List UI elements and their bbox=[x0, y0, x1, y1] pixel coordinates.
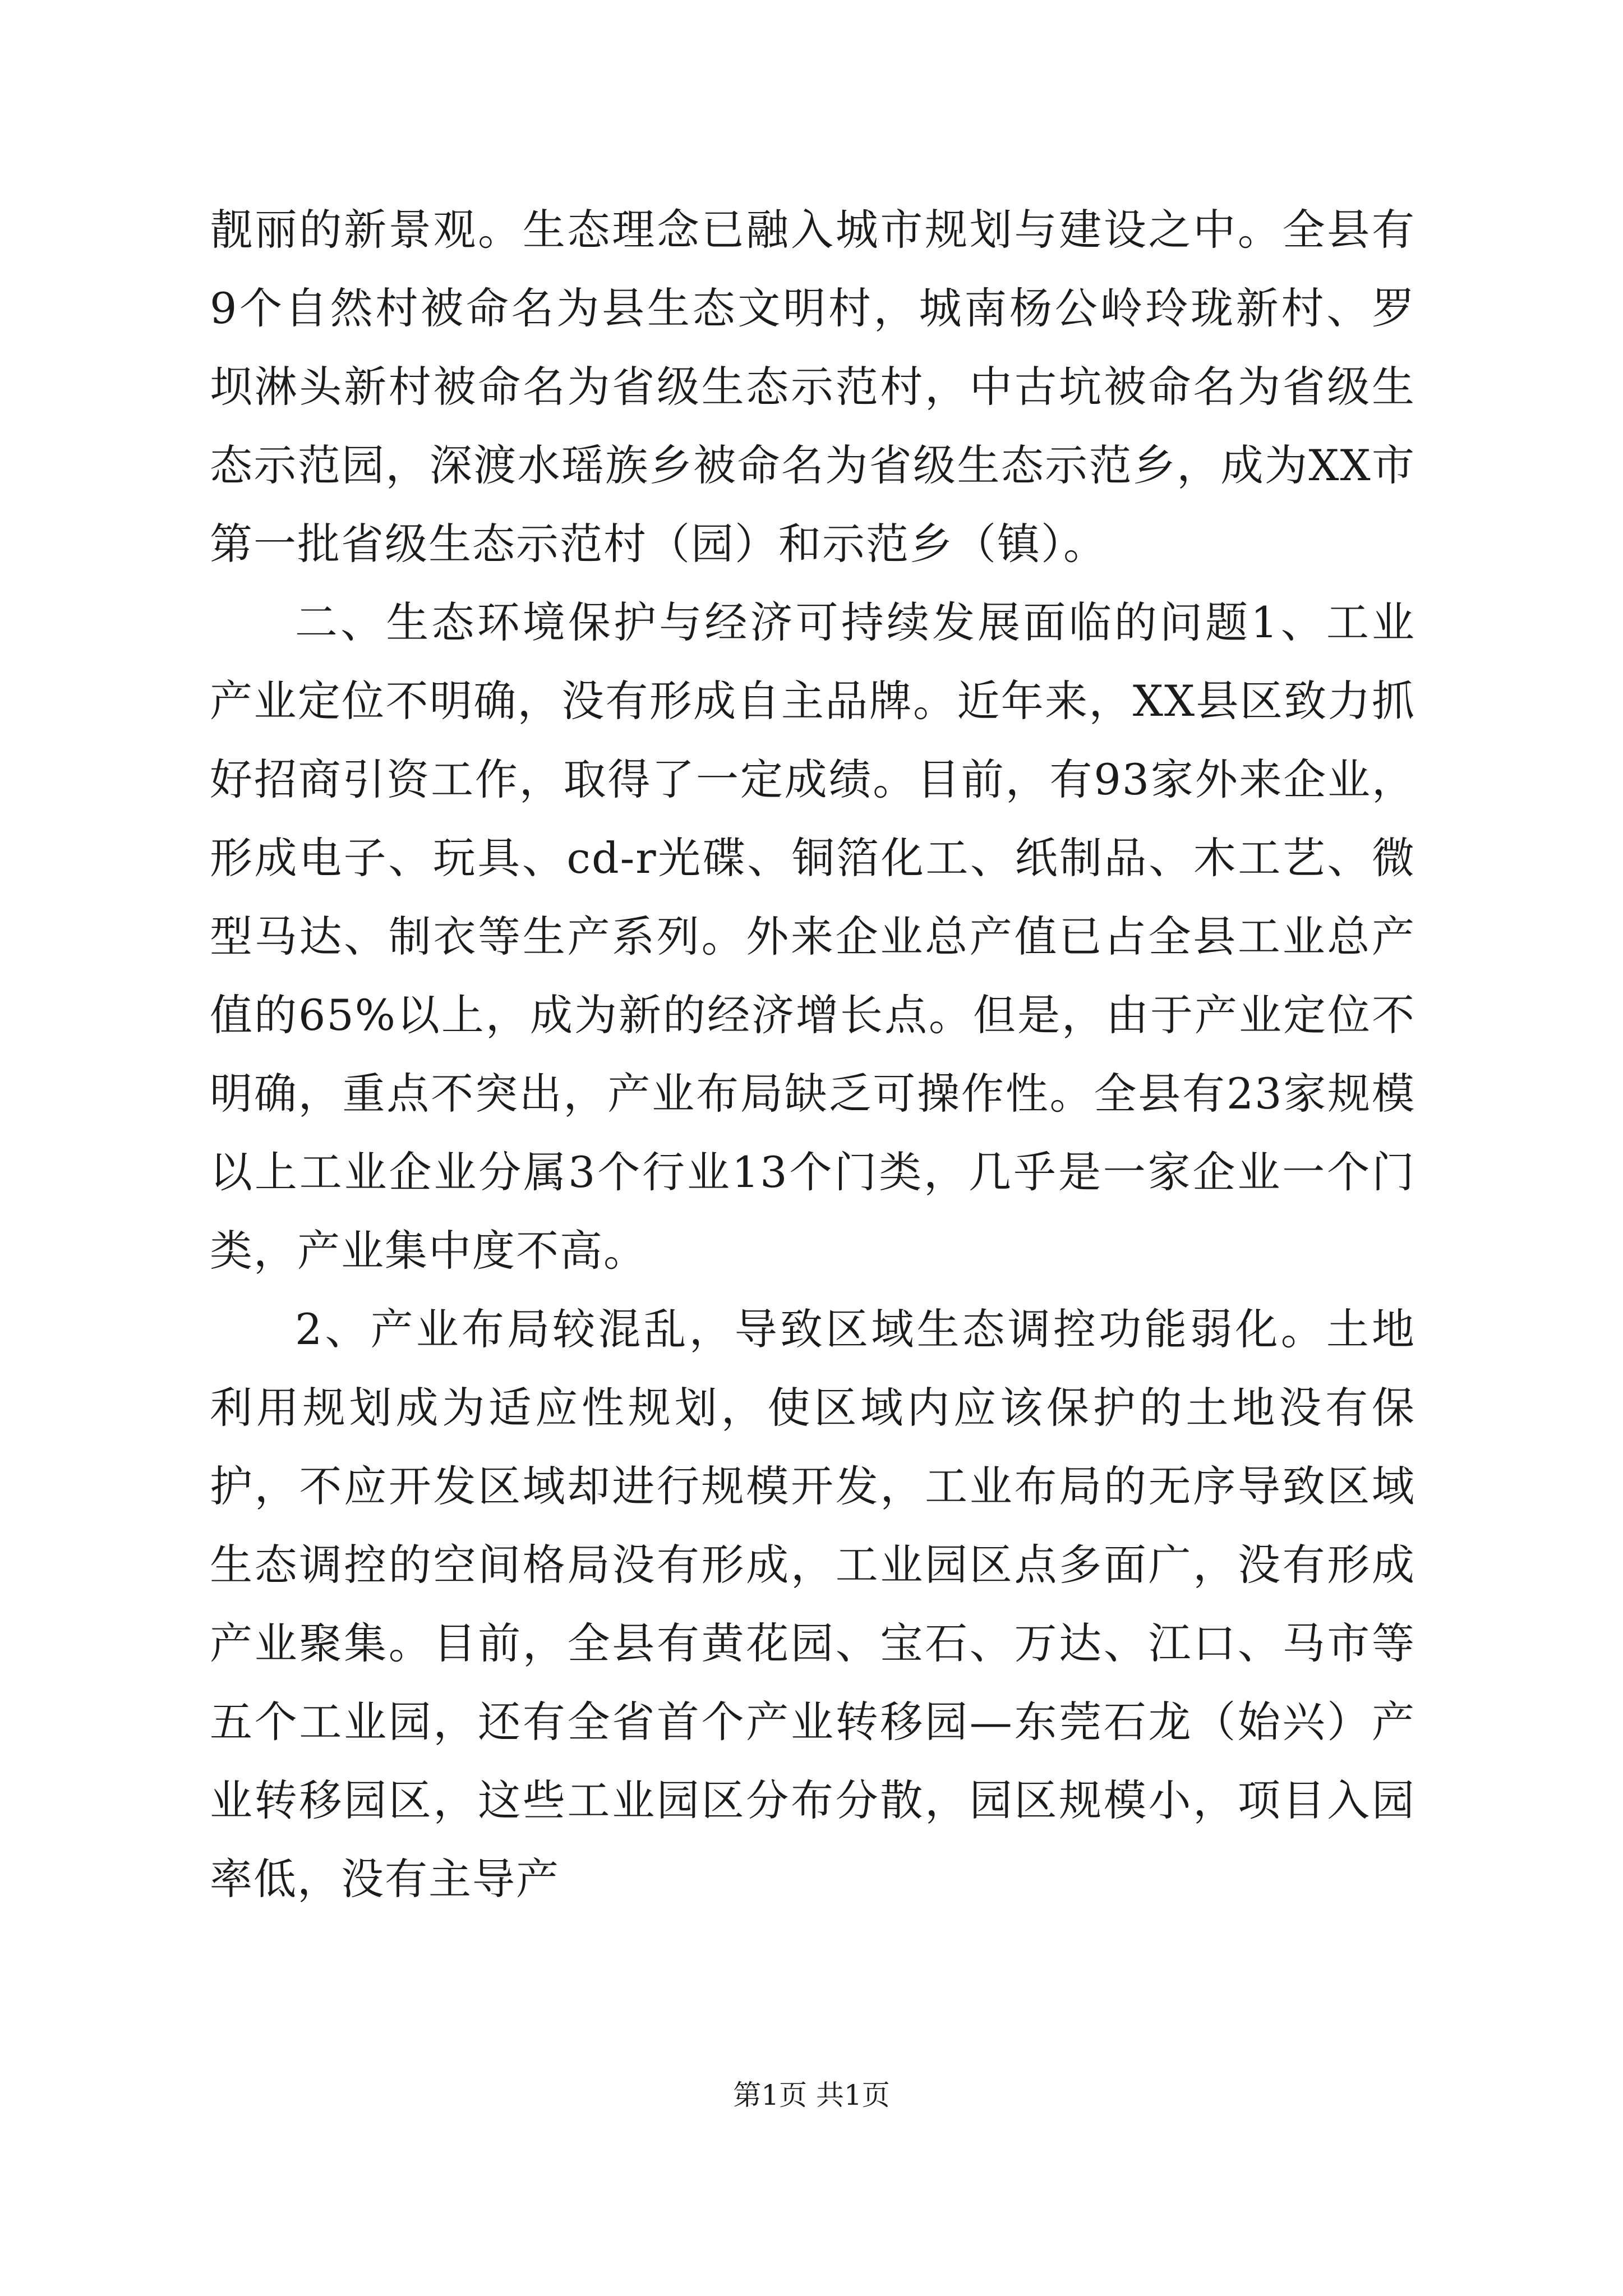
paragraph-3: 2、产业布局较混乱，导致区域生态调控功能弱化。土地利用规划成为适应性规划，使区域内应该保护的土地没有保护，不应开发区域却进行规模开发，工业布局的无序导致区域生态调控的空间格局没有形成，工业园区点多面广，没有形成产业聚集。目前，全县有黄花园、宝石、万达、江口、马市等五个工业园，还有全省首个产业转移园—东莞石龙（始兴）产业转移园区，这些工业园区分布分散，园区规模小，项目入园率低，没有主导产 bbox=[210, 1304, 1415, 1904]
paragraph-1: 靓丽的新景观。生态理念已融入城市规划与建设之中。全县有9个自然村被命名为县生态文明村，城南杨公岭玲珑新村、罗坝淋头新村被命名为省级生态示范村，中古坑被命名为省级生态示范园，深渡水瑶族乡被命名为省级生态示范乡，成为XX市第一批省级生态示范村（园）和示范乡（镇）。 bbox=[210, 205, 1415, 569]
paragraph-2: 二、生态环境保护与经济可持续发展面临的问题1、工业产业定位不明确，没有形成自主品牌。近年来，XX县区致力抓好招商引资工作，取得了一定成绩。目前，有93家外来企业，形成电子、玩具、cd-r光碟、铜箔化工、纸制品、木工艺、微型马达、制衣等生产系列。外来企业总产值已占全县工业总产值的65%以上，成为新的经济增长点。但是，由于产业定位不明确，重点不突出，产业布局缺乏可操作性。全县有23家规模以上工业企业分属3个行业13个门类，几乎是一家企业一个门类，产业集中度不高。 bbox=[210, 597, 1415, 1276]
page-footer: 第1页 共1页 bbox=[733, 2079, 890, 2111]
document-body bbox=[210, 191, 1415, 1918]
